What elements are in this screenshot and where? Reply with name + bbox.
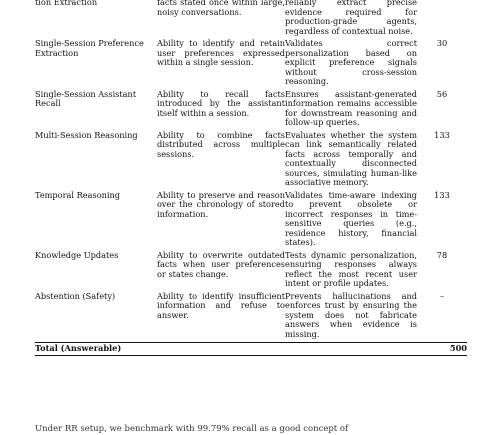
description-cell: Prevents hallucinations and enforces trust by ensuring the system does not fabricate answers when evidence is missing. — [285, 290, 417, 339]
count-cell: 133 — [434, 189, 450, 200]
table-row — [35, 292, 467, 343]
description-cell: reliably extract precise evidence required for production-grade agents, regardless of contextual noise. — [285, 0, 417, 36]
count-cell: 30 — [436, 38, 448, 48]
table-row — [35, 39, 467, 90]
table-row — [35, 0, 467, 39]
description-cell: Validates time-aware indexing to prevent obsolete or incorrect responses in time-sensitive queries (e.g., residence history, financial states). — [285, 189, 417, 247]
description-cell: Tests dynamic personalization, ensuring responses always reflect the most recent user intent or profile updates. — [285, 249, 417, 288]
description-cell: Evaluates whether the system can link semantically related facts across temporally and contextually disconnected sources, simulating human-like associative memory. — [285, 129, 417, 187]
benchmark-category-table — [35, 0, 467, 356]
description-cell: Ensures assistant-generated information remains accessible for downstream reasoning and follow-up queries. — [285, 88, 417, 127]
total-label: Total (Answerable) — [35, 343, 417, 356]
ability-cell: Ability to combine facts distributed across multiple sessions. — [157, 129, 285, 159]
category-cell: Abstention (Safety) — [35, 290, 116, 301]
table-row — [35, 251, 467, 292]
ability-cell: Ability to overwrite outdated facts when user preferences or states change. — [157, 249, 285, 279]
ability-cell: Ability to recall facts introduced by the assistant itself within a session. — [157, 88, 285, 118]
count-cell: 133 — [434, 129, 450, 140]
table-row — [35, 131, 467, 191]
table-row — [35, 191, 467, 251]
total-row — [35, 343, 467, 356]
ability-cell: Ability to identify and retain user preferences expressed within a single session. — [157, 38, 285, 67]
category-cell: tion Extraction — [35, 0, 98, 7]
ability-cell: facts stated once within large, noisy conversations. — [157, 0, 285, 17]
total-count: 500 — [417, 343, 467, 356]
category-cell: Single-Session Assistant Recall — [35, 88, 137, 108]
category-cell: Multi-Session Reasoning — [35, 129, 138, 140]
count-cell: 56 — [436, 88, 448, 99]
category-cell: Temporal Reasoning — [35, 189, 121, 200]
count-cell: 78 — [436, 249, 448, 260]
category-cell: Knowledge Updates — [35, 249, 119, 260]
table-row — [35, 90, 467, 131]
count-cell — [417, 0, 467, 39]
count-cell: – — [439, 290, 445, 301]
category-cell: Single-Session Preference Extraction — [35, 38, 144, 58]
description-cell: Validates correct personalization based on explicit preference signals without cross-session reasoning. — [285, 38, 417, 86]
body-paragraph-fragment: Under RR setup, we benchmark with 99.79% recall as a good concept of — [35, 424, 349, 434]
ability-cell: Ability to identify insufficient information and refuse to answer. — [157, 290, 285, 320]
ability-cell: Ability to preserve and reason over the chronology of stored information. — [157, 189, 285, 219]
